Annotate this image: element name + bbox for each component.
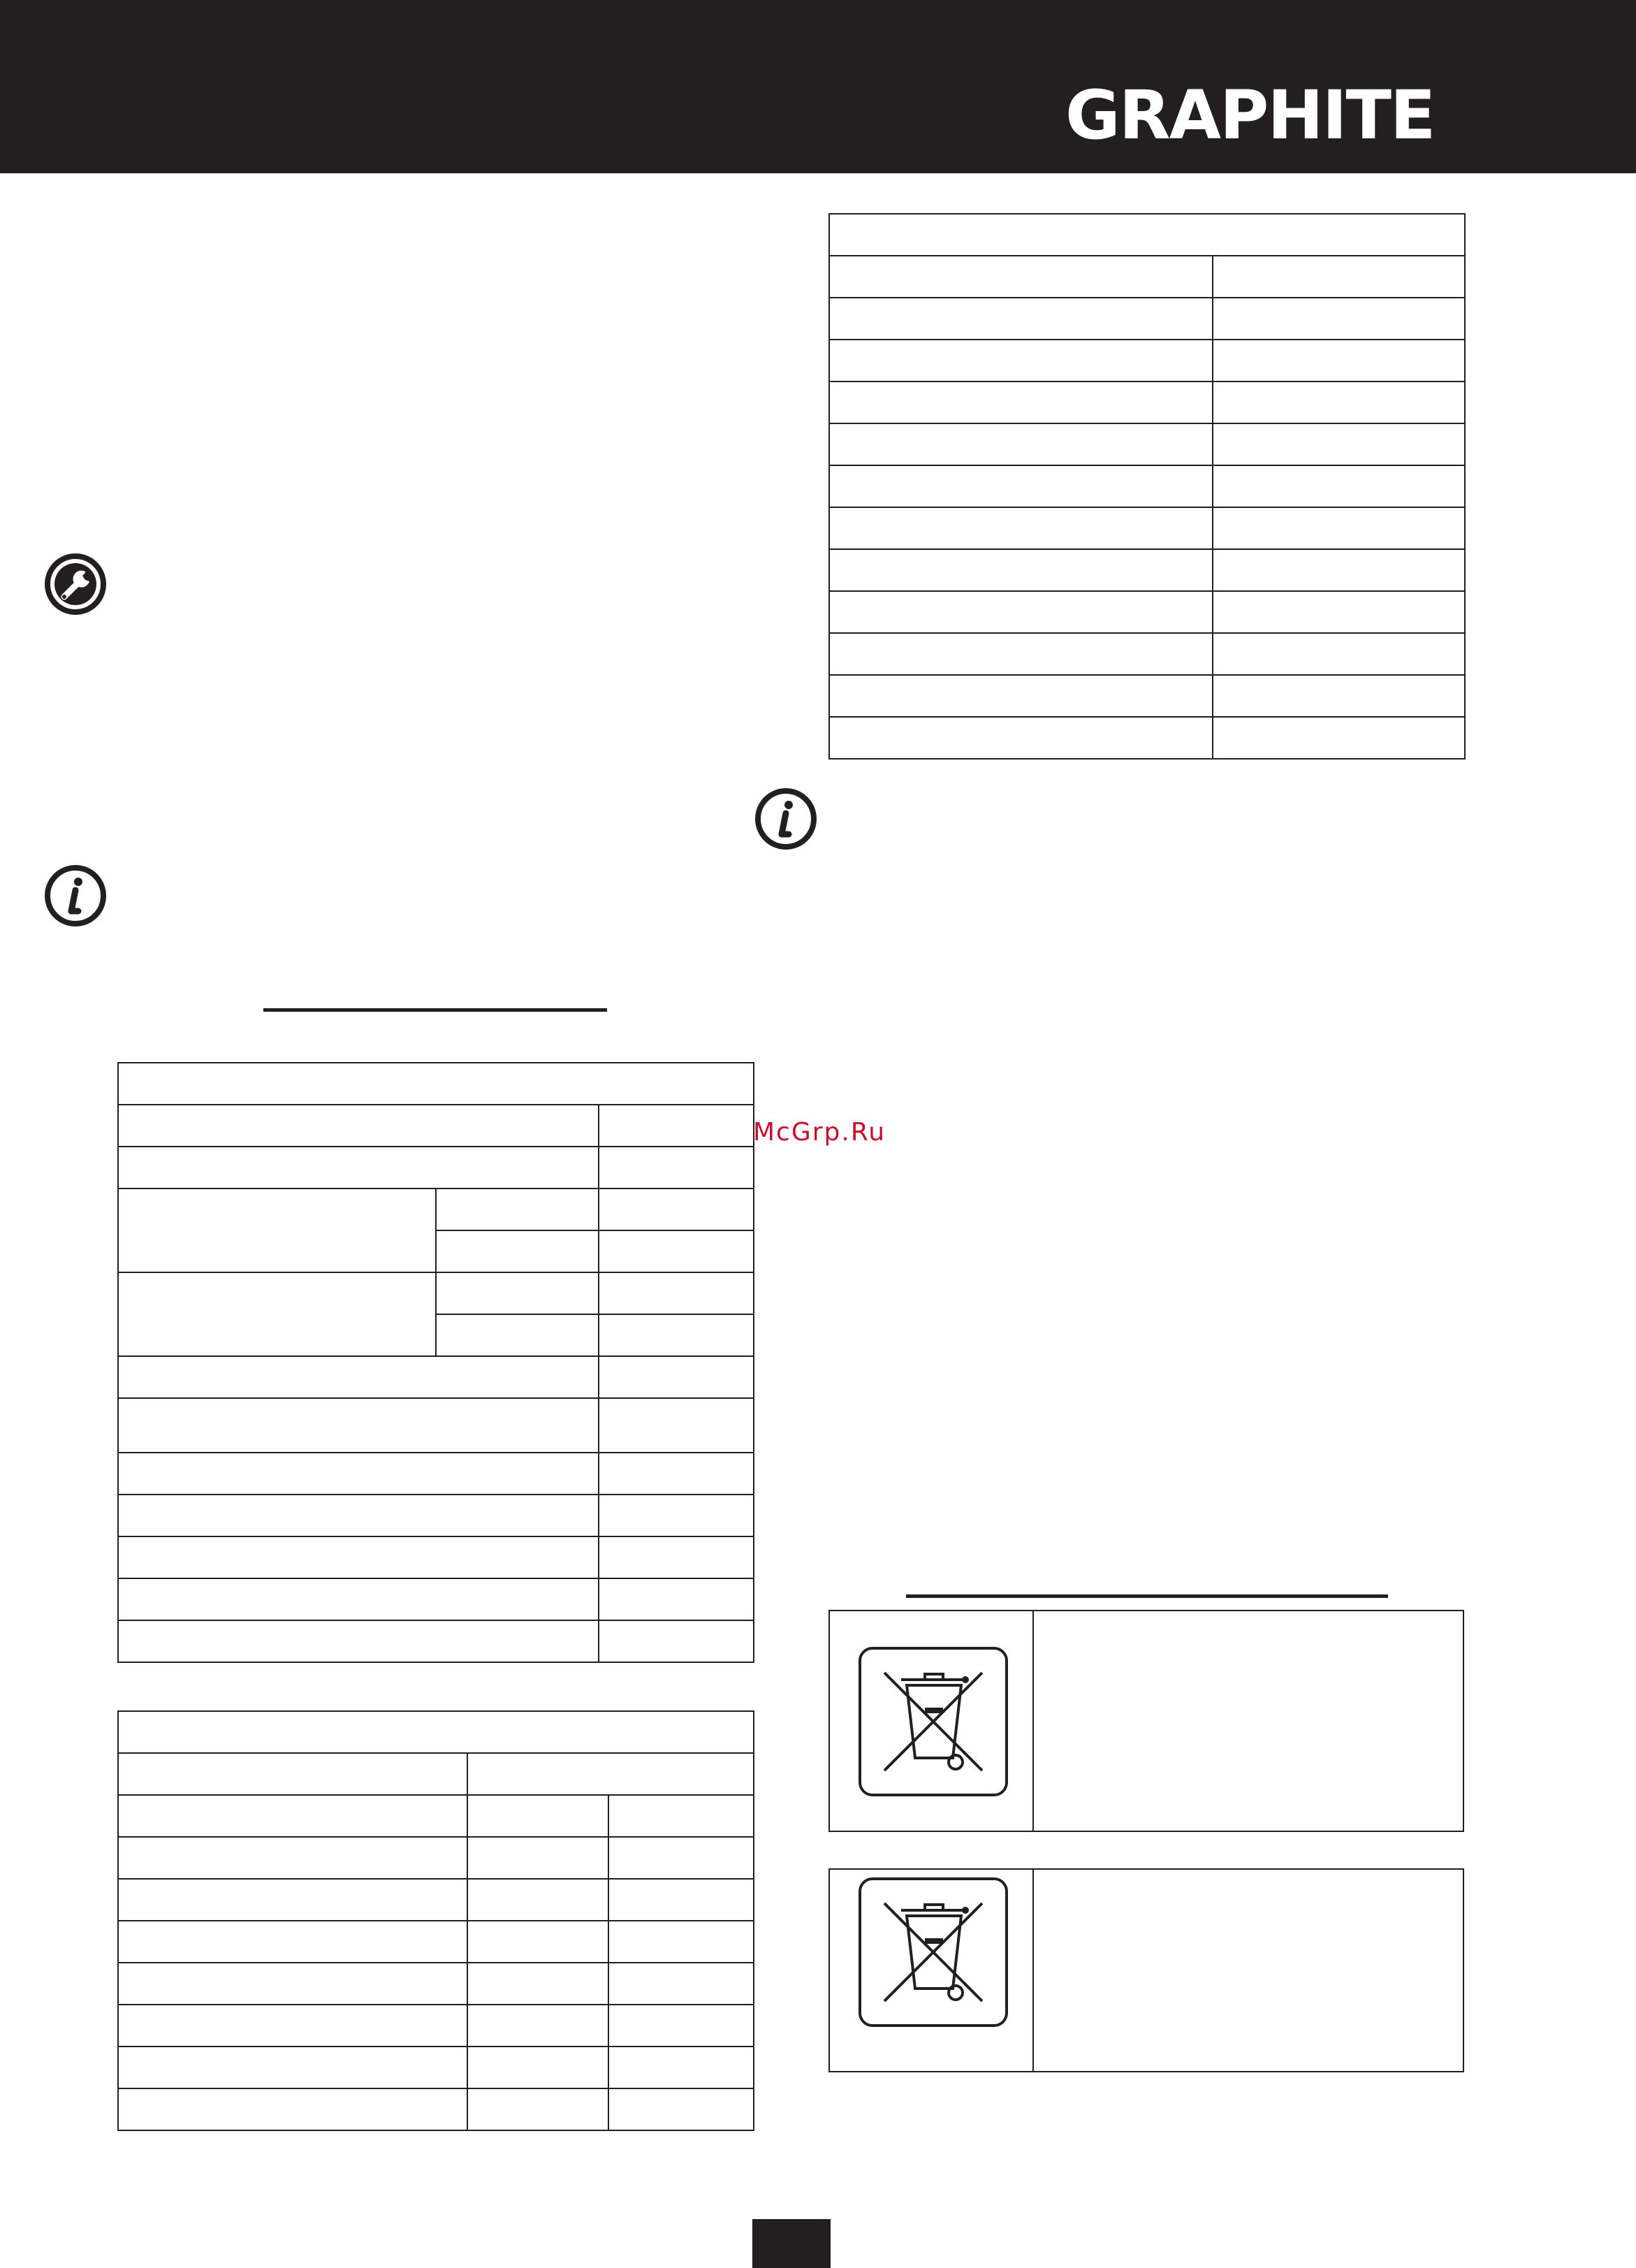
table-row [118,1147,754,1188]
technical-data-table [117,1062,754,1663]
table-row [118,1578,754,1620]
table-row [118,1495,754,1536]
table-row [118,1795,754,1837]
section-heading-underline [906,1594,1388,1598]
table-row [829,465,1465,507]
table-row [118,1921,754,1963]
table-row [829,381,1465,423]
info-icon [754,787,818,851]
weee-notice-box [828,1868,1464,2072]
table-row [829,717,1465,759]
table-row [829,507,1465,549]
table-row [118,1879,754,1921]
box-divider [1032,1870,1034,2072]
crossed-out-wheelie-bin-icon [858,1646,1009,1797]
table-row [118,1620,754,1662]
table-row [118,1711,754,1753]
table-row [118,2047,754,2088]
table-row [829,340,1465,381]
table-row [118,1105,754,1147]
section-heading-underline [263,1008,607,1012]
table-row [118,1398,754,1453]
table-row [118,1453,754,1495]
box-divider [1032,1611,1034,1832]
page-header [0,0,1636,173]
table-row [829,298,1465,340]
table-row [118,1356,754,1398]
brand-logo [1065,77,1456,144]
table-row [829,423,1465,465]
table-row [118,2088,754,2130]
table-row [118,1536,754,1578]
noise-vibration-table [117,1710,754,2131]
crossed-out-wheelie-bin-icon [858,1877,1009,2028]
table-row [829,591,1465,633]
weee-notice-box [828,1610,1464,1832]
table-row [118,2005,754,2047]
table-row [118,1188,754,1230]
table-row [829,675,1465,717]
watermark: McGrp.Ru [753,1118,886,1147]
page-number-tab [752,2219,831,2268]
table-row [118,1963,754,2005]
table-row [829,549,1465,591]
table-row [829,256,1465,298]
table-row [118,1063,754,1105]
table-row [118,1272,754,1314]
table-row [118,1837,754,1879]
info-icon [43,864,108,928]
table-row [829,214,1465,256]
brand-logo-text: GRAPHITE [1065,77,1435,144]
table-row [829,633,1465,675]
accessories-table [828,213,1466,759]
wrench-icon [43,552,108,616]
table-row [118,1753,754,1795]
